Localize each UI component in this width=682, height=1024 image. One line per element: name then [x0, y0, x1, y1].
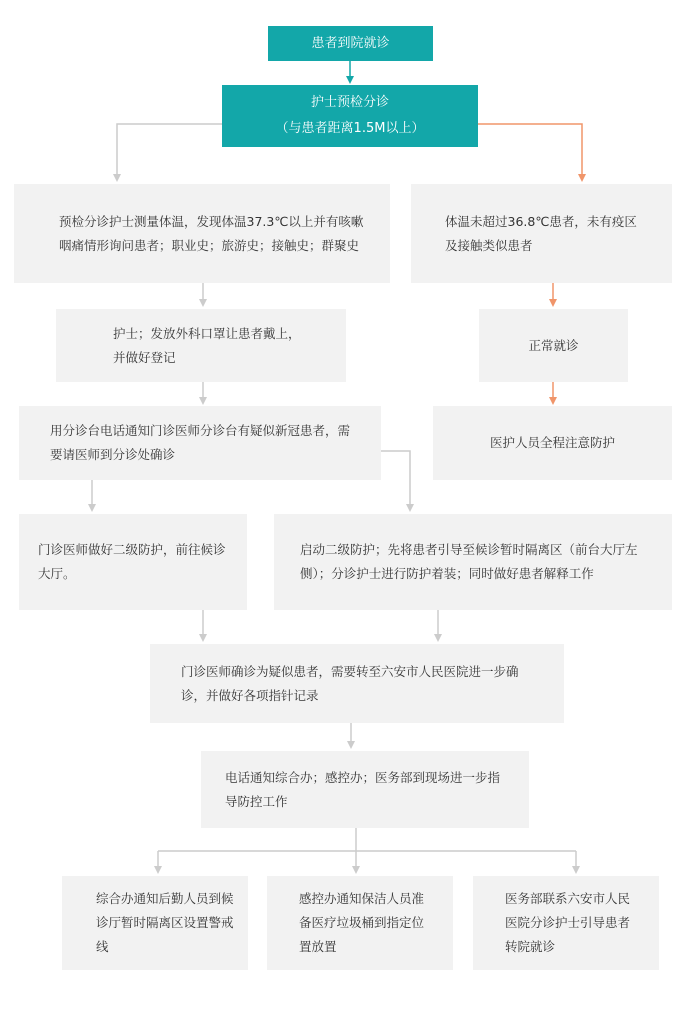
confirm-suspected-node	[150, 644, 564, 723]
medical-transfer-node-label: 医务部联系六安市人民医院分诊护士引导患者转院就诊	[505, 891, 631, 954]
phone-notify-node-label: 电话通知综合办；感控办；医务部到现场进一步指导防控工作	[225, 769, 501, 809]
arrow-notify-to-protection	[381, 451, 410, 508]
office-logistics-node-label: 综合办通知后勤人员到候诊厅暂时隔离区设置警戒线	[96, 891, 234, 954]
mask-register-node	[56, 309, 346, 382]
start-node-label: 患者到院就诊	[311, 35, 390, 51]
staff-protection-node-label: 医护人员全程注意防护	[489, 435, 615, 450]
normal-visit-node-label: 正常就诊	[528, 337, 579, 353]
staff-protection-node	[433, 406, 672, 480]
pre-triage-node	[222, 85, 478, 147]
doctor-protection-node-label: 门诊医师做好二级防护，前往候诊大厅。	[38, 542, 226, 581]
phone-notify-node	[201, 751, 529, 828]
start-protection-node	[274, 514, 672, 610]
pre-triage-node-label: 护士预检分诊 （与患者距离1.5M以上）	[275, 95, 425, 136]
start-protection-node-label: 启动二级防护；先将患者引导至候诊暂时隔离区（前台大厅左侧）；分诊护士进行防护着装；同时做好患者解释工作	[300, 542, 638, 581]
fever-check-node	[14, 184, 390, 283]
notify-doctor-node-label: 用分诊台电话通知门诊医师分诊台有疑似新冠患者，需要请医师到分诊处确诊	[50, 423, 351, 462]
notify-doctor-node	[19, 406, 381, 480]
infection-cleaning-node-label: 感控办通知保洁人员准备医疗垃圾桶到指定位置放置	[299, 891, 425, 954]
normal-visit-node	[479, 309, 628, 382]
arrow-pretriage-to-fever	[117, 124, 222, 178]
normal-temp-node-label: 体温未超过36.8℃患者，未有疫区及接触类似患者	[445, 213, 637, 253]
arrow-pretriage-to-normal	[478, 124, 582, 178]
office-logistics-node	[62, 876, 248, 970]
start-node	[268, 26, 433, 61]
fever-check-node-label: 预检分诊护士测量体温，发现体温37.3℃以上并有咳嗽咽痛情形询问患者；职业史；旅游史；接触史；群聚史	[59, 213, 364, 253]
normal-temp-node	[411, 184, 672, 283]
doctor-protection-node	[19, 514, 247, 610]
mask-register-node-label: 护士；发放外科口罩让患者戴上，并做好登记	[113, 325, 301, 365]
confirm-suspected-node-label: 门诊医师确诊为疑似患者，需要转至六安市人民医院进一步确诊，并做好各项指针记录	[181, 663, 519, 703]
medical-transfer-node	[473, 876, 659, 970]
infection-cleaning-node	[267, 876, 453, 970]
